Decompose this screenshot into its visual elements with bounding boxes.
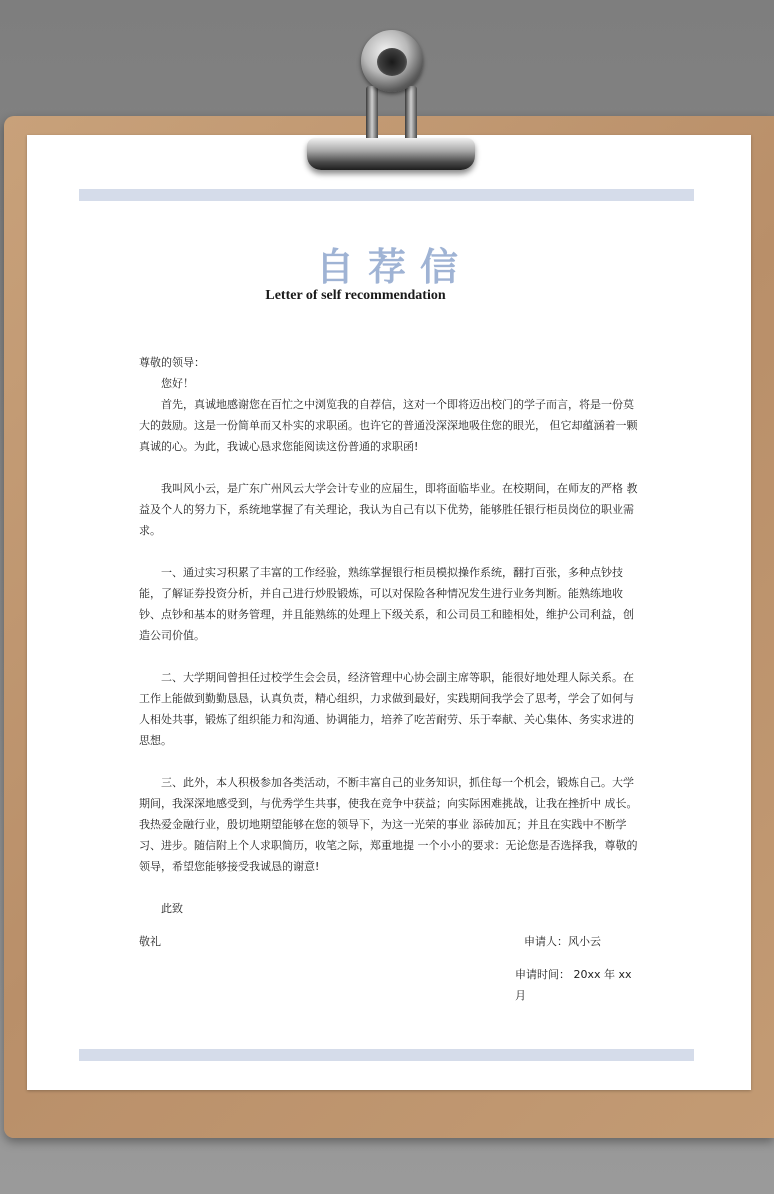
bottom-decorative-band bbox=[79, 1049, 694, 1061]
closing: 此致 bbox=[161, 902, 183, 915]
letter-body bbox=[139, 352, 639, 1002]
paragraph-intro: 首先，真诚地感谢您在百忙之中浏览我的自荐信，这对一个即将迈出校门的学子而言，将是一份莫大的鼓励。这是一份简单而又朴实的求职函。也许它的普通没深深地吸住您的眼光， 但它却蕴涵着一颗真诚的心。为此，我诚心恳求您能阅读这份普通的求职函! bbox=[139, 398, 638, 453]
clip-right-arm bbox=[405, 86, 417, 142]
paragraph-point-3: 三、此外，本人积极参加各类活动，不断丰富自己的业务知识，抓住每一个机会，锻炼自己。大学期间，我深深地感受到，与优秀学生共事，使我在竞争中获益；向实际困难挑战，让我在挫折中 成长。我热爱金融行业，殷切地期望能够在您的领导下，为这一光荣的事业 添砖加瓦；并且在实践中不断学习、进步。随信附上个人求职简历，收笔之际，郑重地提 一个小小的要求：无论您是否选择我，尊敬的领导，希望您能够接受我诚恳的谢意! bbox=[139, 776, 638, 873]
signature-row bbox=[139, 931, 639, 952]
regards: 敬礼 bbox=[139, 935, 161, 948]
date-row bbox=[139, 964, 639, 1002]
top-decorative-band bbox=[79, 189, 694, 201]
salutation: 尊敬的领导： bbox=[139, 356, 205, 369]
greeting: 您好！ bbox=[161, 377, 194, 390]
clip-left-arm bbox=[366, 86, 378, 142]
application-date: 申请时间： 20xx 年 xx 月 bbox=[515, 968, 632, 1002]
paragraph-point-1: 一、通过实习积累了丰富的工作经验，熟练掌握银行柜员模拟操作系统，翻打百张，多种点钞技能，了解证券投资分析，并自己进行炒股锻炼，可以对保险各种情况发生进行业务判断。能熟练地收钞、点钞和基本的财务管理，并且能熟练的处理上下级关系，和公司员工和睦相处，维护公司利益，创造公司价值。 bbox=[139, 566, 634, 642]
applicant-name: 申请人：风小云 bbox=[524, 935, 601, 948]
paragraph-point-2: 二、大学期间曾担任过校学生会会员，经济管理中心协会副主席等职，能很好地处理人际关系。在工作上能做到勤勤恳恳，认真负责，精心组织，力求做到最好，实践期间我学会了思考，学会了如何与人相处共事，锻炼了组织能力和沟通、协调能力，培养了吃苦耐劳、乐于奉献、关心集体、务实求进的思想。 bbox=[139, 671, 634, 747]
paragraph-background: 我叫风小云，是广东广州风云大学会计专业的应届生，即将面临毕业。在校期间，在师友的严格 教益及个人的努力下，系统地掌握了有关理论，我认为自己有以下优势，能够胜任银行柜员岗位的职业需求。 bbox=[139, 482, 638, 537]
clip-hole bbox=[377, 48, 407, 76]
title-english: Letter of self recommendation bbox=[265, 288, 446, 303]
binder-clip-icon bbox=[307, 138, 475, 170]
title-chinese: 自荐信 bbox=[315, 244, 472, 289]
